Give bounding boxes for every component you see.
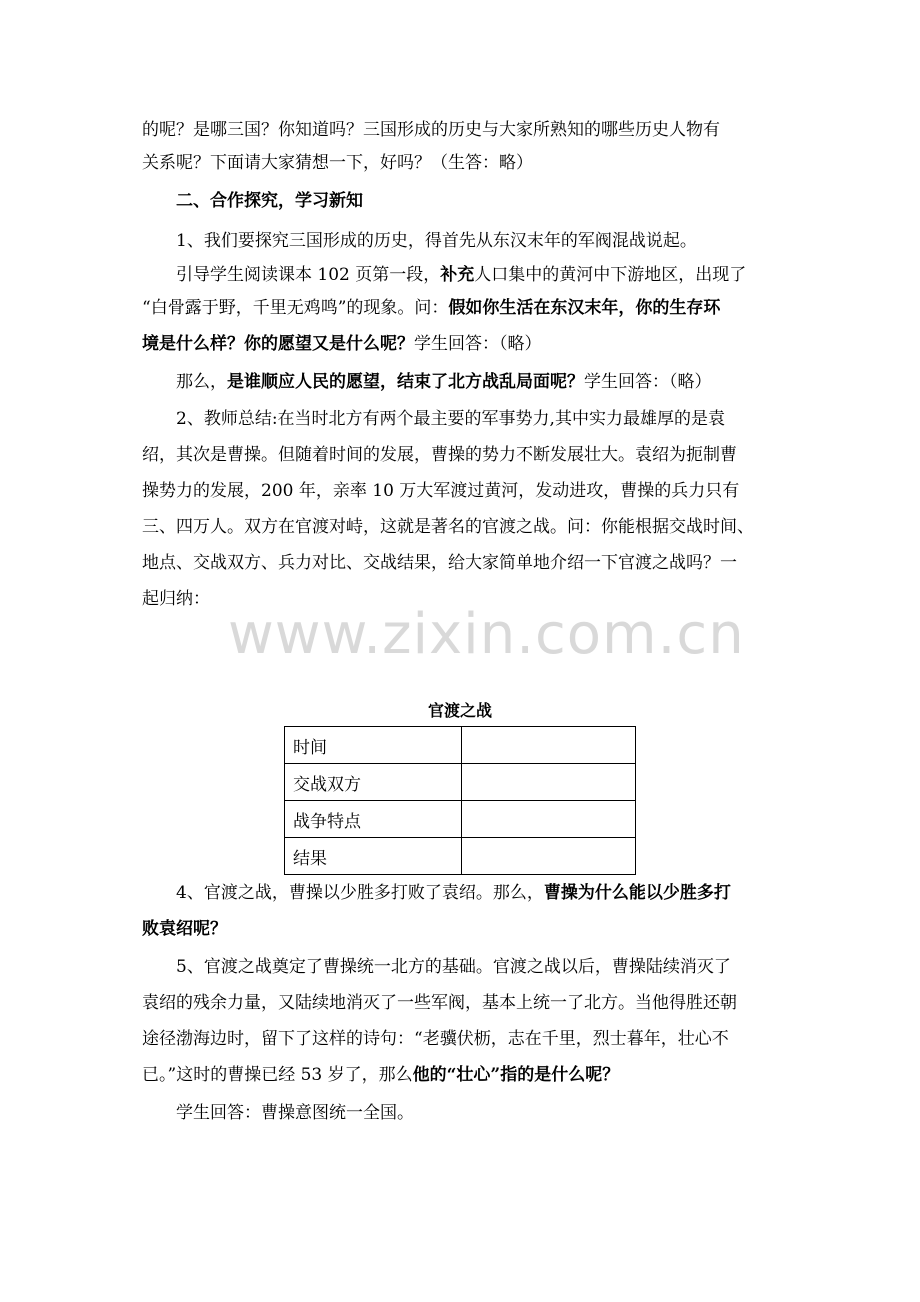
item-1 xyxy=(142,225,816,258)
row-value xyxy=(462,764,636,801)
heading-text: 二、合作探究，学习新知 xyxy=(176,191,363,211)
answer-paragraph xyxy=(142,1097,816,1130)
text: 2、教师总结:在当时北方有两个最主要的军事势力,其中实力最雄厚的是袁 xyxy=(176,409,725,429)
item-2-line5 xyxy=(142,547,782,580)
text: 三、四万人。双方在官渡对峙，这就是著名的官渡之战。问：你能根据交战时间、 xyxy=(142,517,754,537)
guide-line1 xyxy=(142,259,816,292)
guide-line2 xyxy=(142,292,782,325)
text: 起归纳： xyxy=(142,589,210,609)
item-5-line1 xyxy=(142,951,816,984)
text: 的呢？是哪三国？你知道吗？三国形成的历史与大家所熟知的哪些历史人物有 xyxy=(142,120,720,140)
text: 学生回答：（略） xyxy=(414,334,542,354)
bold-text: 境是什么样？你的愿望又是什么呢？ xyxy=(142,334,414,354)
text: 关系呢？下面请大家猜想一下，好吗？（生答：略） xyxy=(142,153,533,173)
row-value xyxy=(462,838,636,875)
text: 那么， xyxy=(176,372,227,392)
text: 学生回答：（略） xyxy=(584,372,712,392)
item-5-line4 xyxy=(142,1059,782,1092)
text: “白骨露于野，千里无鸡鸣”的现象。问： xyxy=(142,298,449,318)
text: 引导学生阅读课本 102 页第一段， xyxy=(176,265,441,285)
row-value xyxy=(462,801,636,838)
paragraph-intro-line1 xyxy=(142,114,782,147)
text: 袁绍的残余力量，又陆续地消灭了一些军阀，基本上统一了北方。当他得胜还朝 xyxy=(142,993,737,1013)
item-4-line2 xyxy=(142,913,782,946)
bold-text: 假如你生活在东汉末年，你的生存环 xyxy=(448,298,721,318)
item-5-line3 xyxy=(142,1023,782,1056)
guide-line3 xyxy=(142,328,782,361)
watermark: www.zixin.com.cn xyxy=(228,602,745,667)
bold-text: 他的“壮心”指的是什么呢？ xyxy=(412,1065,620,1085)
text: 人口集中的黄河中下游地区，出现了 xyxy=(474,265,747,285)
row-value xyxy=(462,727,636,764)
text: 4、官渡之战，曹操以少胜多打败了袁绍。那么， xyxy=(176,883,544,903)
text: 5、官渡之战奠定了曹操统一北方的基础。官渡之战以后，曹操陆续消灭了 xyxy=(176,957,731,977)
section-heading xyxy=(142,185,816,218)
item-2-line1 xyxy=(142,403,816,436)
row-label: 时间 xyxy=(285,727,462,764)
text: 已。”这时的曹操已经 53 岁了，那么 xyxy=(142,1065,413,1085)
paragraph-intro-line2 xyxy=(142,147,782,180)
table-row xyxy=(285,764,636,801)
battle-table xyxy=(284,726,636,875)
row-label: 战争特点 xyxy=(285,801,462,838)
row-label: 交战双方 xyxy=(285,764,462,801)
bold-text: 补充 xyxy=(440,265,475,285)
item-2-line2 xyxy=(142,439,782,472)
text: 途径渤海边时，留下了这样的诗句：“老骥伏枥，志在千里，烈士暮年，壮心不 xyxy=(142,1029,729,1049)
bold-text: 败袁绍呢？ xyxy=(142,919,227,939)
then-paragraph xyxy=(142,366,816,399)
item-2-line4 xyxy=(142,511,782,544)
item-5-line2 xyxy=(142,987,782,1020)
text: 学生回答：曹操意图统一全国。 xyxy=(176,1103,414,1123)
item-2-line3 xyxy=(142,475,782,508)
text: 操势力的发展，200 年，亲率 10 万大军渡过黄河，发动进攻，曹操的兵力只有 xyxy=(142,481,740,501)
text: 1、我们要探究三国形成的历史，得首先从东汉末年的军阀混战说起。 xyxy=(176,231,697,251)
text: 地点、交战双方、兵力对比、交战结果，给大家简单地介绍一下官渡之战吗？一 xyxy=(142,553,737,573)
bold-text: 曹操为什么能以少胜多打 xyxy=(543,883,731,903)
item-4-line1 xyxy=(142,877,816,910)
text: 绍，其次是曹操。但随着时间的发展，曹操的势力不断发展壮大。袁绍为扼制曹 xyxy=(142,445,737,465)
row-label: 结果 xyxy=(285,838,462,875)
table-row xyxy=(285,801,636,838)
table-row xyxy=(285,727,636,764)
table-caption: 官渡之战 xyxy=(427,701,492,720)
bold-text: 是谁顺应人民的愿望，结束了北方战乱局面呢？ xyxy=(227,372,584,392)
table-row xyxy=(285,838,636,875)
